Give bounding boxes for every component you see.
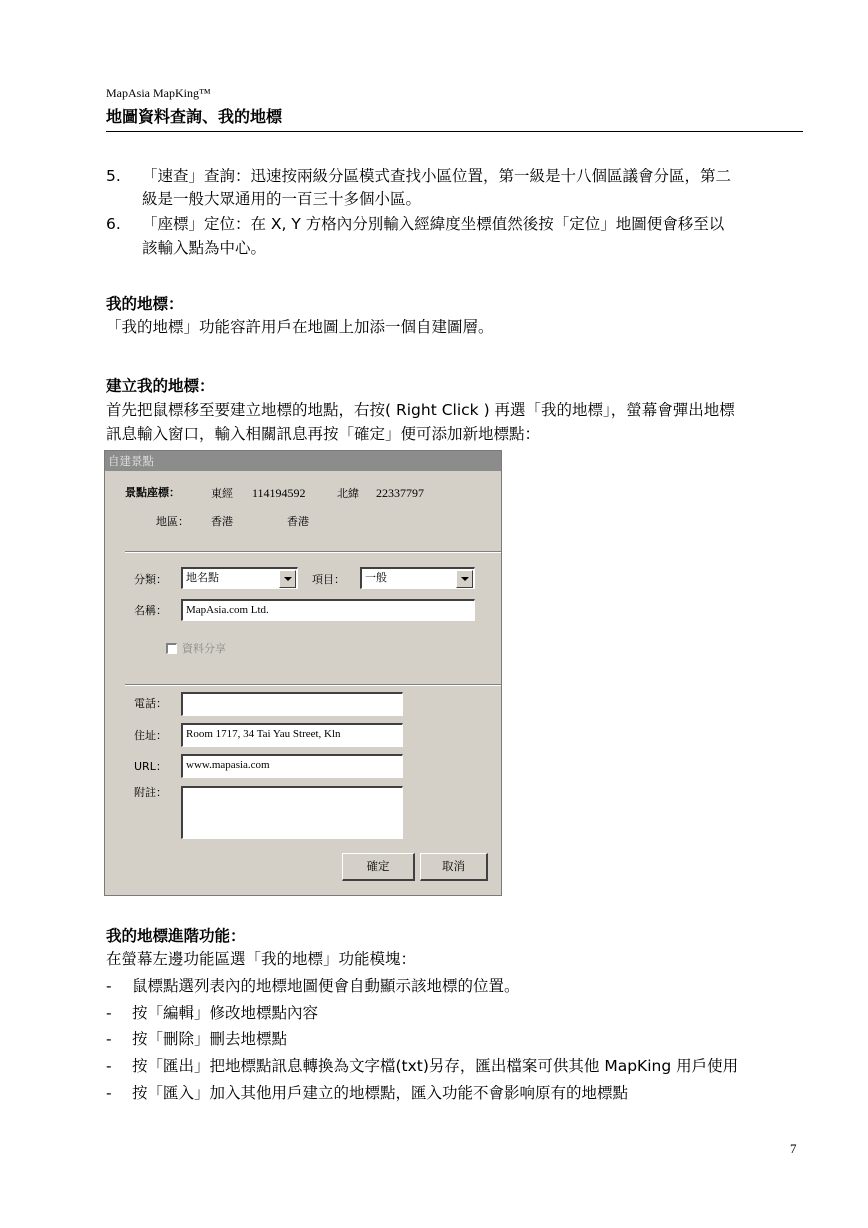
bullet-marker: -: [106, 1030, 112, 1048]
bullet-marker: -: [106, 1004, 112, 1022]
category-label: 分類：: [134, 573, 167, 586]
landmark-dialog: [104, 450, 502, 896]
name-input[interactable]: [181, 599, 475, 621]
share-checkbox[interactable]: [166, 643, 177, 654]
url-input-value: www.mapasia.com: [186, 759, 270, 771]
list-number: 5.: [106, 167, 121, 185]
category-select-value: 地名點: [186, 571, 219, 584]
east-label: 東經: [211, 487, 233, 500]
section-text-intro: 在螢幕左邊功能區選「我的地標」功能模塊：: [106, 950, 417, 968]
dialog-separator: [125, 551, 501, 553]
running-header-title: 地圖資料查詢、我的地標: [106, 107, 283, 126]
section-text-line: 訊息輸入窗口，輸入相關訊息再按「確定」便可添加新地標點：: [106, 425, 541, 443]
bullet-marker: -: [106, 1084, 112, 1102]
list-item: 按「刪除」刪去地標點: [132, 1030, 288, 1048]
bullet-marker: -: [106, 1057, 112, 1075]
chevron-down-icon[interactable]: [279, 570, 296, 588]
section-text-my-landmarks: 「我的地標」功能容許用戶在地圖上加添一個自建圖層。: [106, 318, 494, 336]
phone-input[interactable]: [181, 692, 403, 716]
address-label: 住址：: [134, 729, 167, 742]
name-input-value: MapAsia.com Ltd.: [186, 604, 269, 616]
running-header-brand: MapAsia MapKing™: [106, 86, 211, 100]
list-number: 6.: [106, 215, 121, 233]
url-input[interactable]: [181, 754, 403, 778]
address-input-value: Room 1717, 34 Tai Yau Street, Kln: [186, 728, 341, 740]
phone-label: 電話：: [134, 697, 167, 710]
cancel-button[interactable]: 取消: [420, 853, 488, 881]
dialog-separator: [125, 684, 501, 686]
list-item: 按「匯出」把地標點訊息轉換為文字檔(txt)另存，匯出檔案可供其他 MapKing 用戶使用: [132, 1057, 739, 1075]
north-value: 22337797: [376, 486, 424, 500]
dialog-titlebar: 自建景點: [105, 451, 501, 471]
page-number: 7: [790, 1141, 797, 1156]
notes-textarea[interactable]: [181, 786, 403, 839]
section-heading-advanced: 我的地標進階功能：: [106, 927, 246, 945]
list-item-line: 「速查」查詢：迅速按兩級分區模式查找小區位置，第一級是十八個區議會分區，第二: [142, 167, 732, 185]
list-item-line: 級是一般大眾通用的一百三十多個小區。: [142, 190, 422, 208]
region-value-area: 香港: [287, 515, 309, 528]
region-value-district: 香港: [211, 515, 233, 528]
north-label: 北緯: [337, 487, 359, 500]
item-label: 項目：: [312, 573, 345, 586]
list-item-line: 該輸入點為中心。: [142, 239, 267, 257]
address-input[interactable]: [181, 723, 403, 747]
notes-label: 附註：: [134, 786, 167, 799]
url-label: URL：: [134, 760, 167, 773]
list-item: 按「編輯」修改地標點內容: [132, 1004, 319, 1022]
list-item-line: 「座標」定位：在 X, Y 方格內分別輸入經緯度坐標值然後按「定位」地圖便會移至以: [142, 215, 725, 233]
chevron-down-icon[interactable]: [456, 570, 473, 588]
name-label: 名稱：: [134, 604, 167, 617]
section-heading-create-landmark: 建立我的地標：: [106, 377, 215, 395]
bullet-marker: -: [106, 977, 112, 995]
list-item: 鼠標點選列表內的地標地圖便會自動顯示該地標的位置。: [132, 977, 520, 995]
item-select-value: 一般: [365, 571, 387, 584]
section-text-line: 首先把鼠標移至要建立地標的地點，右按( Right Click ) 再選「我的地標」，螢幕會彈出地標: [106, 401, 735, 419]
section-heading-my-landmarks: 我的地標：: [106, 295, 184, 313]
region-label: 地區：: [156, 515, 189, 528]
category-select[interactable]: [181, 567, 298, 589]
item-select[interactable]: [360, 567, 475, 589]
list-item: 按「匯入」加入其他用戶建立的地標點，匯入功能不會影响原有的地標點: [132, 1084, 629, 1102]
coords-label: 景點座標：: [125, 486, 180, 499]
header-rule: [106, 131, 803, 132]
share-label: 資料分享: [182, 642, 226, 655]
east-value: 114194592: [252, 486, 306, 500]
ok-button[interactable]: 確定: [342, 853, 415, 881]
